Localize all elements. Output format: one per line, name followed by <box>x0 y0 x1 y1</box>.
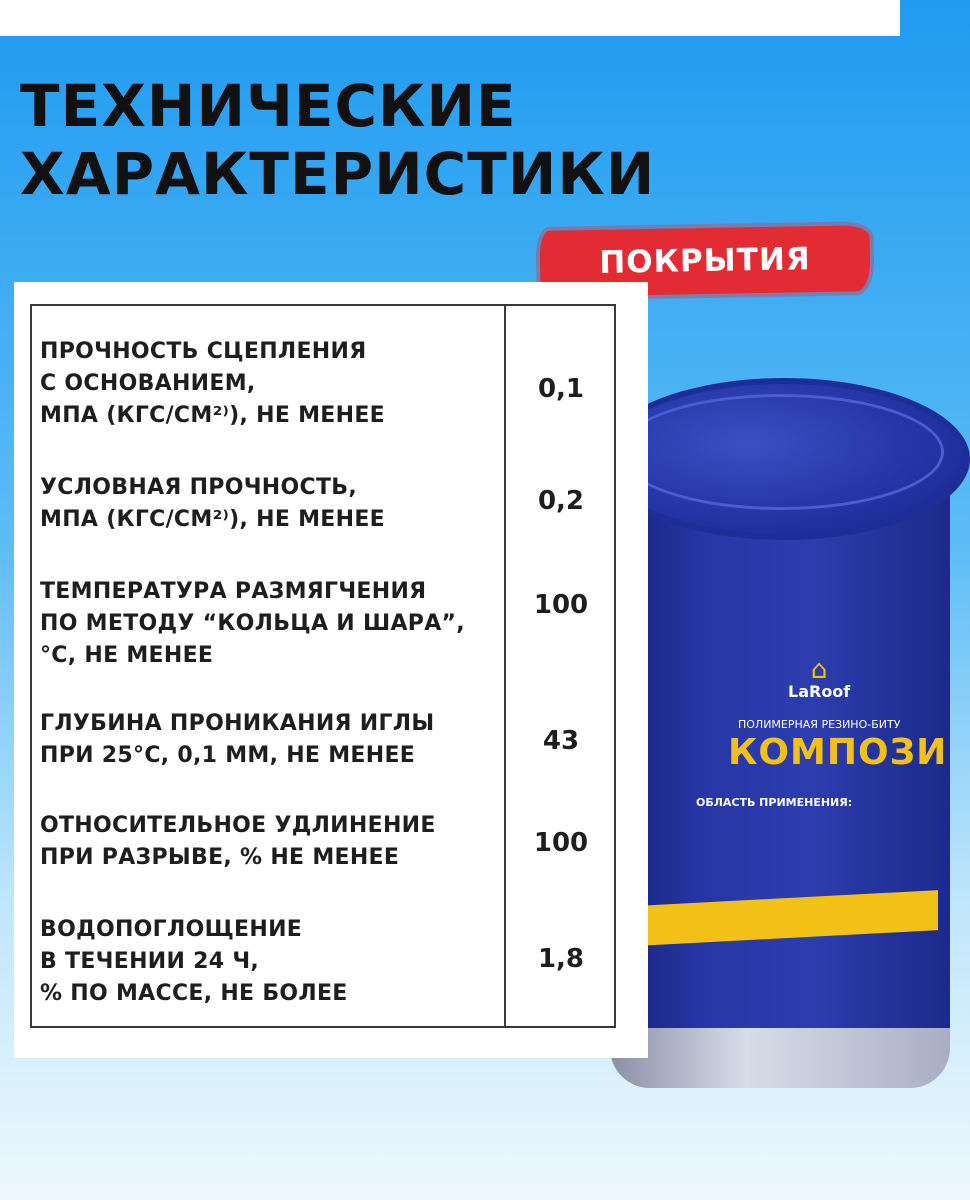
column-divider <box>504 306 506 1026</box>
spec-value: 0,2 <box>537 486 585 516</box>
spec-value: 100 <box>533 590 589 620</box>
product-name: КОМПОЗИ <box>728 732 948 773</box>
spec-value: 0,1 <box>537 374 585 404</box>
spec-label: ВОДОПОГЛОЩЕНИЕ В ТЕЧЕНИИ 24 Ч, % ПО МАССЕ, НЕ БОЛЕЕ <box>40 917 348 1006</box>
spec-value: 43 <box>542 726 580 756</box>
badge-label: ПОКРЫТИЯ <box>598 241 812 281</box>
title-line-1: ТЕХНИЧЕСКИЕ <box>20 72 517 140</box>
spec-label: ГЛУБИНА ПРОНИКАНИЯ ИГЛЫ ПРИ 25°С, 0,1 ММ, НЕ МЕНЕЕ <box>40 711 435 768</box>
spec-value: 100 <box>533 828 589 858</box>
spec-label: УСЛОВНАЯ ПРОЧНОСТЬ, МПА (КГС/СМ²⁾), НЕ МЕНЕЕ <box>40 475 385 532</box>
title-line-2: ХАРАКТЕРИСТИКИ <box>20 140 656 208</box>
spec-value: 1,8 <box>537 944 585 974</box>
spec-label: ОТНОСИТЕЛЬНОЕ УДЛИНЕНИЕ ПРИ РАЗРЫВЕ, % НЕ МЕНЕЕ <box>40 813 436 870</box>
bucket-bottom-band <box>610 1028 950 1088</box>
spec-label: ПРОЧНОСТЬ СЦЕПЛЕНИЯ С ОСНОВАНИЕМ, МПА (КГС/СМ²⁾), НЕ МЕНЕЕ <box>40 339 385 428</box>
house-roof-icon: ⌂ <box>810 655 828 685</box>
brand-logo <box>788 655 851 701</box>
specs-table <box>30 304 616 1028</box>
application-area-label: ОБЛАСТЬ ПРИМЕНЕНИЯ: <box>696 796 853 809</box>
product-subtitle: ПОЛИМЕРНАЯ РЕЗИНО-БИТУ <box>738 718 901 731</box>
specs-card <box>14 282 648 1058</box>
spec-label: ТЕМПЕРАТУРА РАЗМЯГЧЕНИЯ ПО МЕТОДУ “КОЛЬЦА И ШАРА”, °С, НЕ МЕНЕЕ <box>40 579 465 668</box>
top-strip <box>0 0 900 36</box>
bucket-lid-ring <box>618 394 944 510</box>
brand-name: LaRoof <box>788 682 851 701</box>
page-title <box>20 72 655 208</box>
